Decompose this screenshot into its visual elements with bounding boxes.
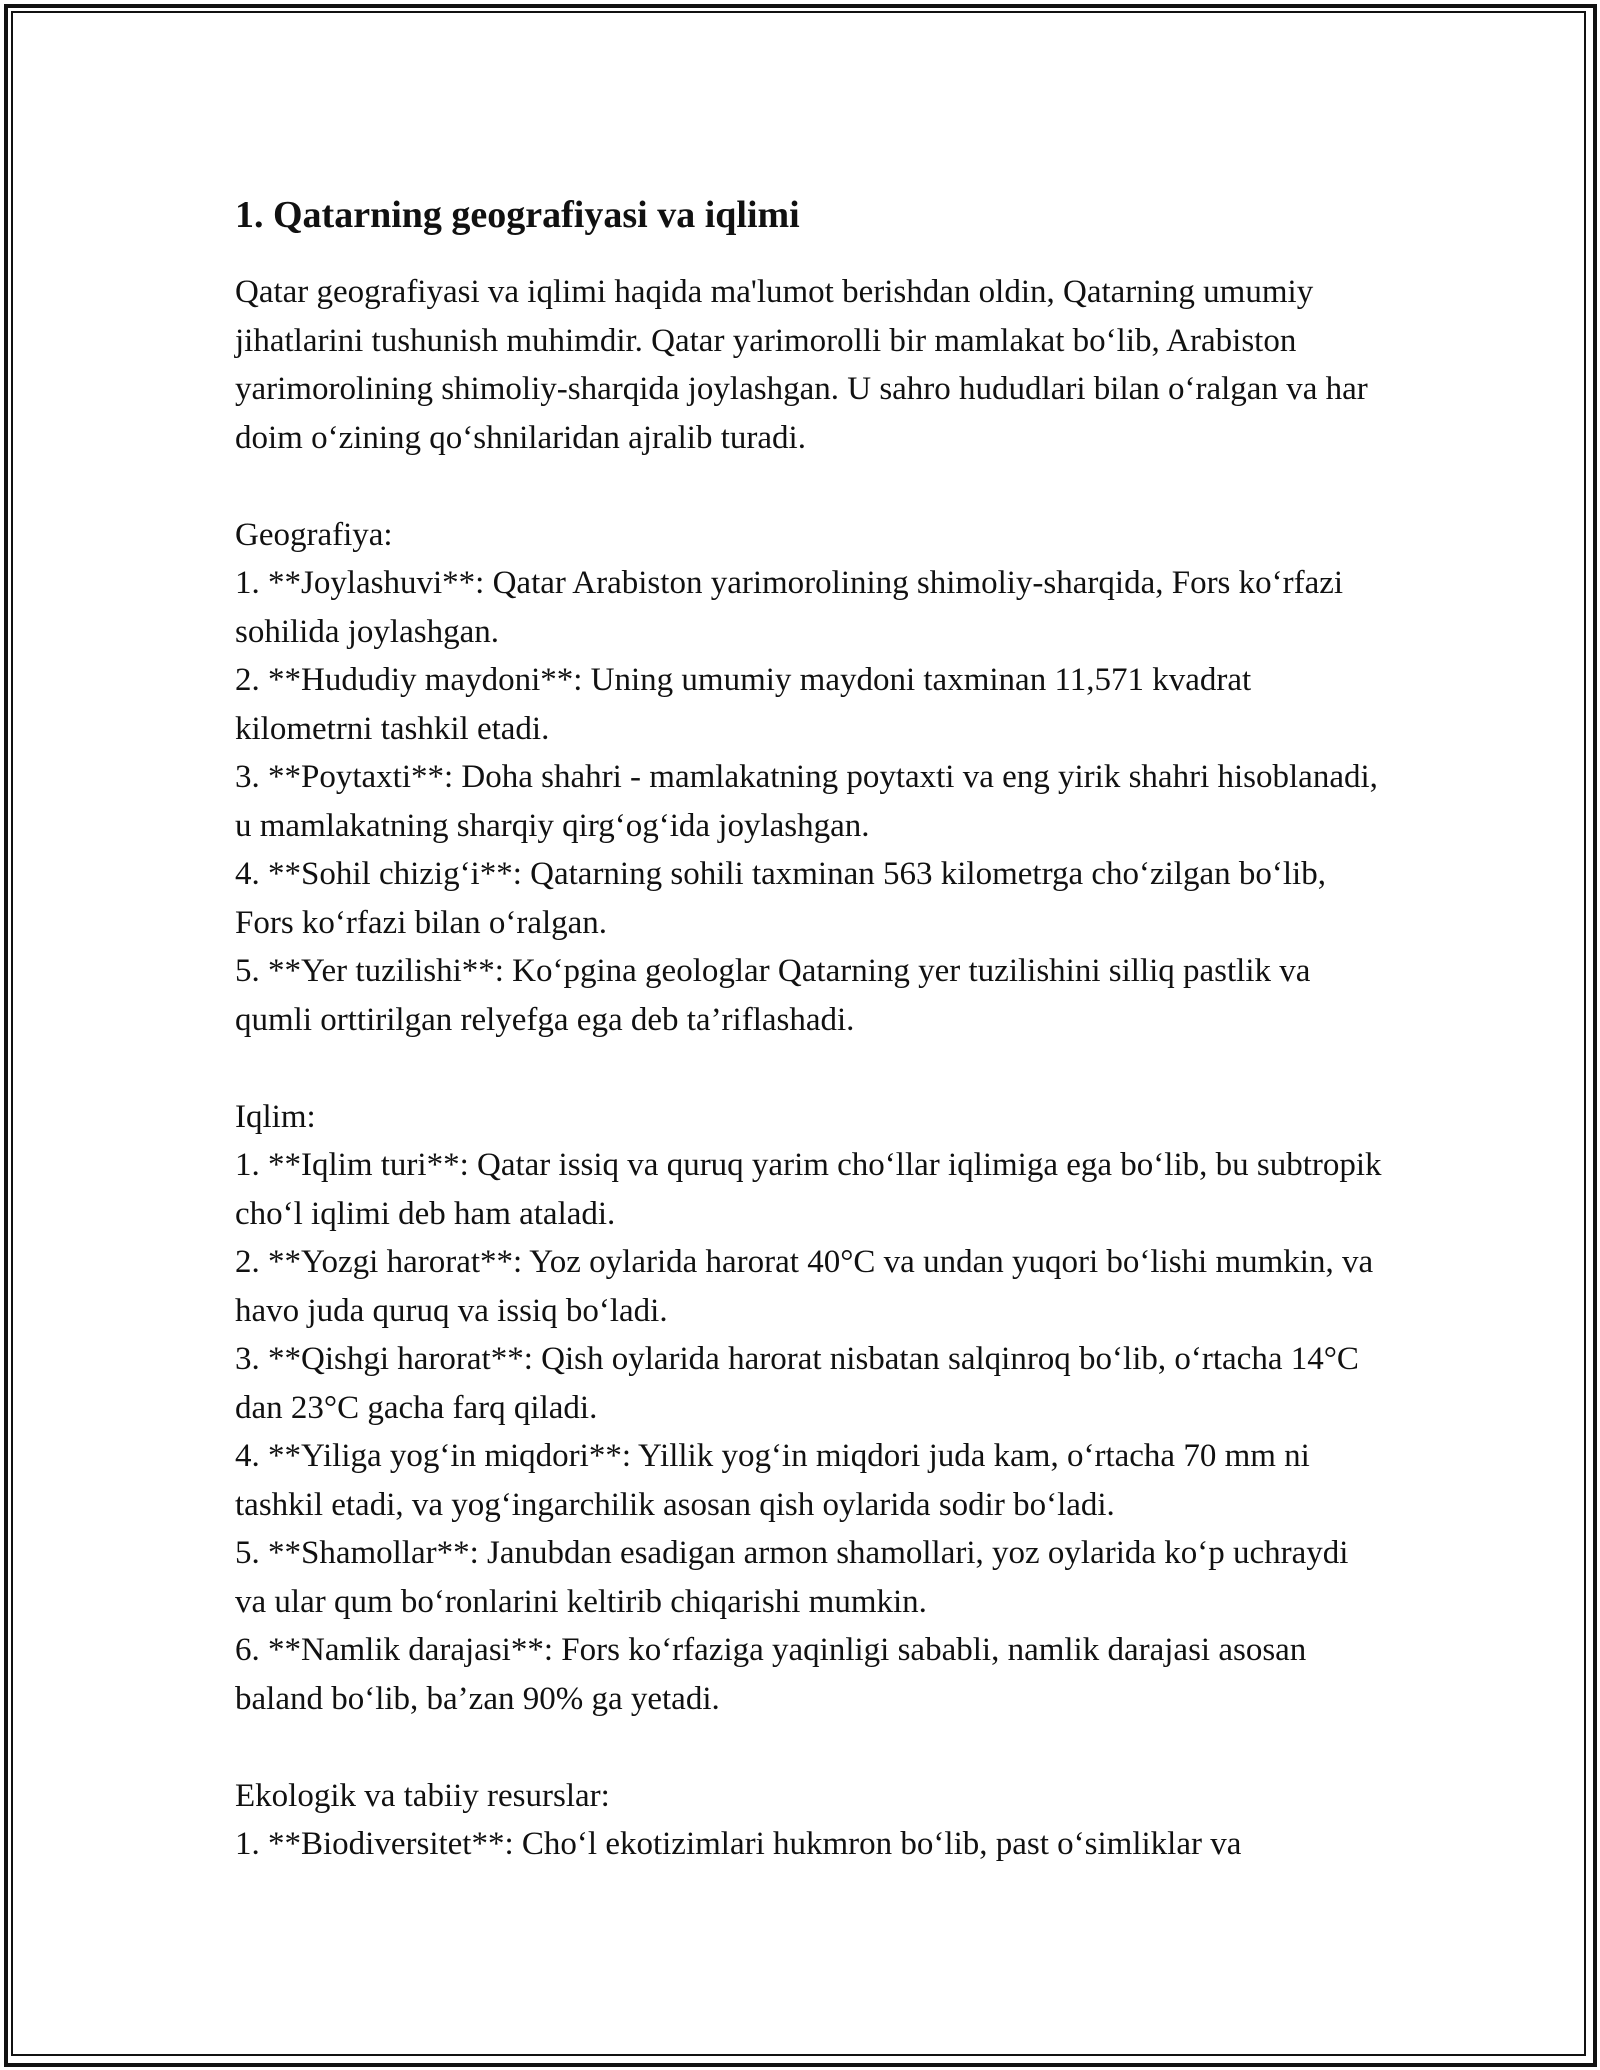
climate-item: 2. **Yozgi harorat**: Yoz oylarida harorat 40°C va undan yuqori bo‘lishi mumkin, va havo juda quruq va issiq bo‘ladi. [235,1244,1374,1329]
geography-heading: Geografiya: [235,516,393,553]
geography-item: 5. **Yer tuzilishi**: Ko‘pgina geologlar Qatarning yer tuzilishini silliq pastlik va qumli orttirilgan relyefga ega deb ta’riflashadi. [235,953,1311,1038]
climate-item: 5. **Shamollar**: Janubdan esadigan armon shamollari, yoz oylarida ko‘p uchraydi va ular qum bo‘ronlarini keltirib chiqarishi mumkin. [235,1535,1349,1620]
resources-item: 1. **Biodiversitet**: Cho‘l ekotizimlari hukmron bo‘lib, past o‘simliklar va [235,1826,1242,1862]
geography-item: 2. **Hududiy maydoni**: Uning umumiy maydoni taxminan 11,571 kvadrat kilometrni tashkil etadi. [235,662,1252,747]
geography-section [235,511,1385,1045]
resources-section [235,1772,1385,1869]
geography-item: 1. **Joylashuvi**: Qatar Arabiston yarimorolining shimoliy-sharqida, Fors ko‘rfazi sohilida joylashgan. [235,565,1344,650]
geography-item: 3. **Poytaxti**: Doha shahri - mamlakatning poytaxti va eng yirik shahri hisoblanadi, u mamlakatning sharqiy qirg‘og‘ida joylashgan. [235,759,1378,844]
geography-item: 4. **Sohil chizig‘i**: Qatarning sohili taxminan 563 kilometrga cho‘zilgan bo‘lib, Fors ko‘rfazi bilan o‘ralgan. [235,856,1326,941]
climate-heading: Iqlim: [235,1098,316,1135]
climate-item: 4. **Yiliga yog‘in miqdori**: Yillik yog‘in miqdori juda kam, o‘rtacha 70 mm ni tashkil etadi, va yog‘ingarchilik asosan qish oylarida sodir bo‘ladi. [235,1438,1310,1523]
climate-item: 3. **Qishgi harorat**: Qish oylarida harorat nisbatan salqinroq bo‘lib, o‘rtacha 14°C dan 23°C gacha farq qiladi. [235,1341,1359,1426]
climate-item: 1. **Iqlim turi**: Qatar issiq va quruq yarim cho‘llar iqlimiga ega bo‘lib, bu subtropik cho‘l iqlimi deb ham ataladi. [235,1147,1382,1232]
resources-heading: Ekologik va tabiiy resurslar: [235,1777,610,1814]
intro-paragraph: Qatar geografiyasi va iqlimi haqida ma'lumot berishdan oldin, Qatarning umumiy jihatlarini tushunish muhimdir. Qatar yarimorolli bir mamlakat bo‘lib, Arabiston yarimorolining shimoliy-sharqida joylashgan. U sahro hududlari bilan o‘ralgan va har doim o‘zining qo‘shnilaridan ajralib turadi. [235,274,1368,456]
climate-item: 6. **Namlik darajasi**: Fors ko‘rfaziga yaqinligi sababli, namlik darajasi asosan baland bo‘lib, ba’zan 90% ga yetadi. [235,1632,1307,1717]
document-page [235,188,1385,1869]
climate-section [235,1093,1385,1724]
document-title: 1. Qatarning geografiyasi va iqlimi [235,194,800,236]
